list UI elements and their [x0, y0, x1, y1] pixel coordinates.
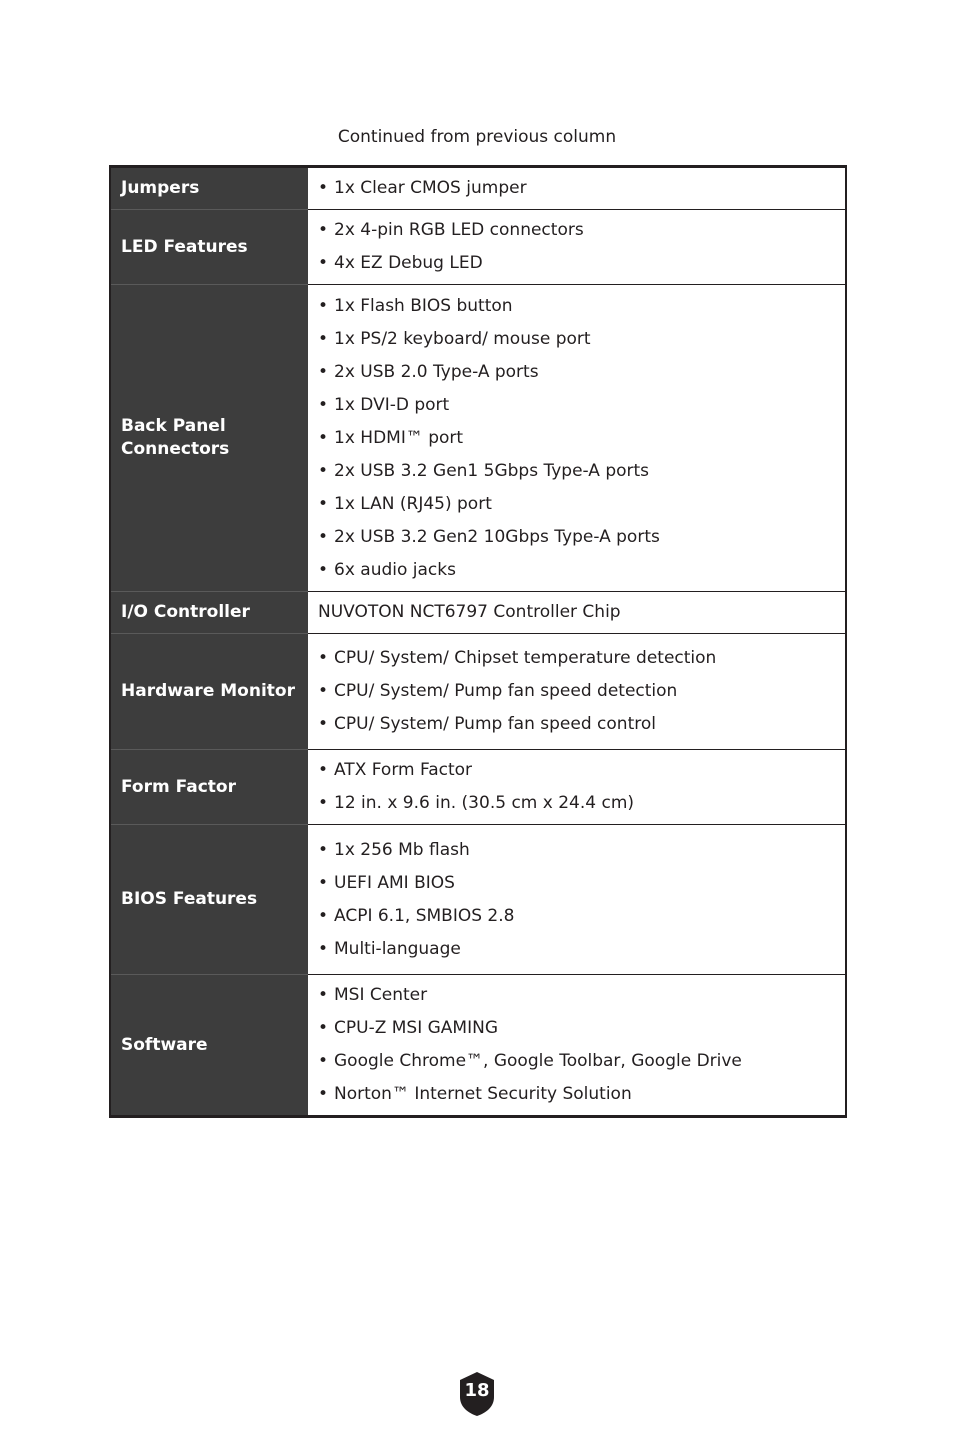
spec-value — [308, 210, 846, 285]
spec-row-jumpers — [110, 167, 846, 210]
spec-item — [318, 389, 837, 422]
spec-value — [308, 285, 846, 592]
spec-item — [318, 1045, 837, 1078]
spec-label: I/O Controller — [110, 592, 308, 634]
spec-item-text: 1x HDMI™ port — [334, 427, 464, 448]
spec-row-led-features — [110, 210, 846, 285]
spec-label: Back Panel Connectors — [110, 285, 308, 592]
spec-list — [318, 290, 837, 587]
spec-item — [318, 247, 837, 280]
spec-item-text: 4x EZ Debug LED — [334, 253, 483, 273]
spec-label: Hardware Monitor — [110, 634, 308, 750]
spec-row-back-panel-connectors — [110, 285, 846, 592]
spec-row-io-controller — [110, 592, 846, 634]
spec-item-text: 2x 4-pin RGB LED connectors — [334, 220, 584, 240]
spec-value — [308, 167, 846, 210]
spec-item — [318, 1078, 837, 1111]
spec-label: Software — [110, 975, 308, 1117]
spec-item — [318, 554, 837, 587]
spec-value — [308, 825, 846, 975]
spec-item — [318, 708, 837, 741]
spec-item — [318, 172, 837, 205]
spec-value — [308, 975, 846, 1117]
spec-item-text: Norton™ Internet Security Solution — [334, 1084, 632, 1104]
spec-item — [318, 1012, 837, 1045]
spec-value — [308, 750, 846, 825]
spec-item — [318, 290, 837, 323]
spec-item — [318, 521, 837, 554]
continued-note: Continued from previous column — [337, 127, 617, 147]
spec-item — [318, 422, 837, 455]
spec-item-text: 2x USB 3.2 Gen2 10Gbps Type-A ports — [334, 526, 660, 547]
spec-item-text: ACPI 6.1, SMBIOS 2.8 — [334, 905, 515, 926]
spec-list — [318, 172, 837, 205]
spec-row-bios-features — [110, 825, 846, 975]
spec-text: NUVOTON NCT6797 Controller Chip — [318, 602, 621, 622]
spec-item — [318, 356, 837, 389]
spec-item-text: 1x DVI-D port — [334, 394, 450, 415]
spec-item-text: CPU-Z MSI GAMING — [334, 1018, 498, 1038]
spec-item-text: 1x Clear CMOS jumper — [334, 178, 527, 198]
page-number: 18 — [464, 1380, 490, 1401]
spec-list — [318, 834, 837, 966]
spec-list — [318, 642, 837, 741]
spec-item-text: CPU/ System/ Pump fan speed detection — [334, 681, 678, 701]
spec-item-text: ATX Form Factor — [334, 760, 473, 780]
spec-item — [318, 642, 837, 675]
spec-item-text: CPU/ System/ Chipset temperature detection — [334, 648, 717, 668]
spec-item-text: CPU/ System/ Pump fan speed control — [334, 714, 656, 734]
spec-item — [318, 323, 837, 356]
spec-item-text: 1x PS/2 keyboard/ mouse port — [334, 328, 591, 349]
spec-item — [318, 754, 837, 787]
spec-item — [318, 455, 837, 488]
spec-item-text: 1x LAN (RJ45) port — [334, 493, 492, 514]
spec-label: LED Features — [110, 210, 308, 285]
spec-item — [318, 787, 837, 820]
spec-value — [308, 634, 846, 750]
spec-item — [318, 214, 837, 247]
spec-row-form-factor — [110, 750, 846, 825]
spec-row-software — [110, 975, 846, 1117]
spec-list — [318, 979, 837, 1111]
spec-item-text: Google Chrome™, Google Toolbar, Google Drive — [334, 1051, 742, 1071]
spec-item-text: MSI Center — [334, 985, 428, 1005]
spec-item — [318, 979, 837, 1012]
spec-list — [318, 214, 837, 280]
spec-item-text: 1x Flash BIOS button — [334, 295, 513, 316]
spec-item — [318, 834, 837, 867]
spec-item-text: Multi-language — [334, 938, 461, 959]
spec-item — [318, 675, 837, 708]
spec-label: Jumpers — [110, 167, 308, 210]
spec-item-text: 2x USB 3.2 Gen1 5Gbps Type-A ports — [334, 460, 650, 481]
spec-item-text: 1x 256 Mb flash — [334, 839, 470, 860]
spec-item — [318, 488, 837, 521]
spec-label: BIOS Features — [110, 825, 308, 975]
spec-item-text: 2x USB 2.0 Type-A ports — [334, 361, 539, 382]
spec-row-hardware-monitor — [110, 634, 846, 750]
spec-item — [318, 867, 837, 900]
spec-value — [308, 592, 846, 634]
specifications-table — [109, 165, 847, 1118]
spec-item-text: 6x audio jacks — [334, 559, 456, 580]
spec-item-text: UEFI AMI BIOS — [334, 872, 455, 893]
spec-list — [318, 754, 837, 820]
spec-item — [318, 900, 837, 933]
spec-label: Form Factor — [110, 750, 308, 825]
spec-item-text: 12 in. x 9.6 in. (30.5 cm x 24.4 cm) — [334, 793, 635, 813]
spec-item — [318, 933, 837, 966]
